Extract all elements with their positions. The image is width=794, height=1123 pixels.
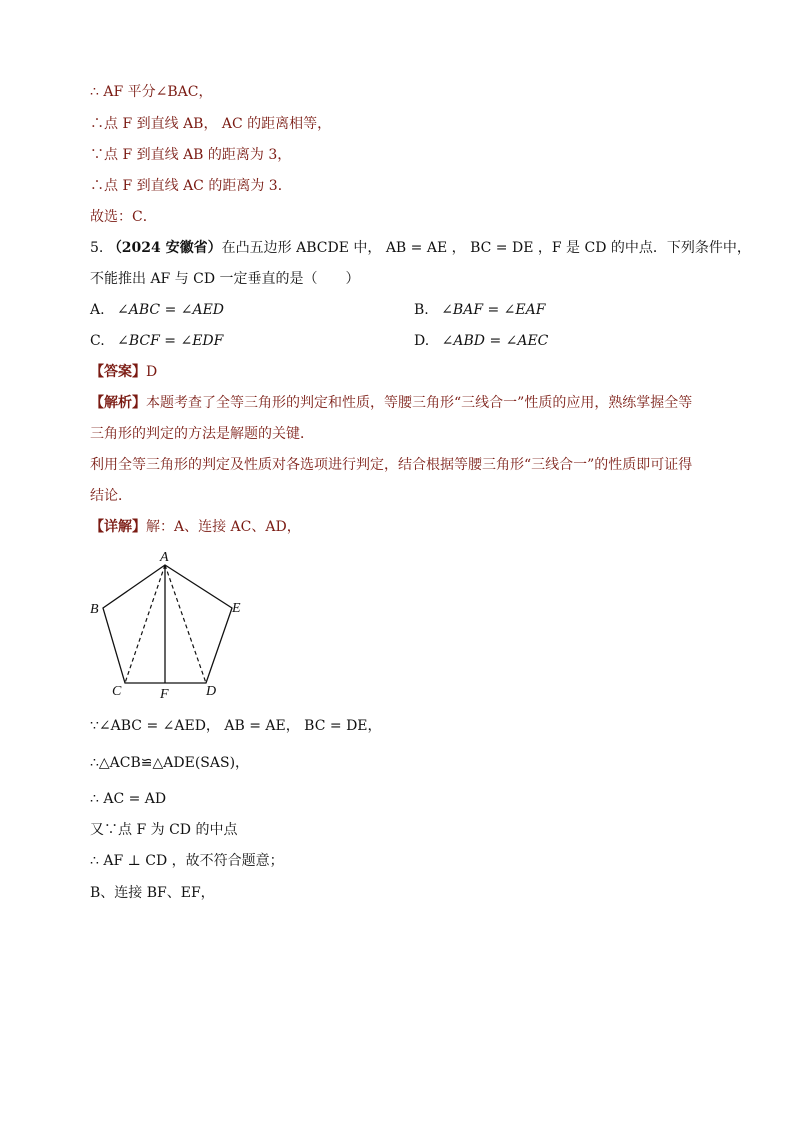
label-a: A bbox=[160, 550, 169, 565]
text-line: ∵点 F 到直线 AB 的距离为 3， bbox=[90, 147, 292, 163]
label-c: C bbox=[112, 684, 122, 699]
segment-ad bbox=[165, 565, 206, 683]
label-d: D bbox=[206, 684, 217, 699]
pentagon-figure bbox=[85, 545, 255, 705]
analysis-line-1: 【解析】本题考查了全等三角形的判定和性质，等腰三角形“三线合一”性质的应用，熟练掌握全等 bbox=[90, 395, 693, 411]
question-line-1 bbox=[90, 238, 751, 258]
option-d: D. ∠ABD = ∠AEC bbox=[414, 333, 549, 349]
answer-line bbox=[90, 362, 157, 382]
proof-line-4: 又∵点 F 为 CD 的中点 bbox=[90, 822, 238, 838]
question-line-2: 不能推出 AF 与 CD 一定垂直的是（ ） bbox=[90, 271, 360, 287]
detail-tag: 【详解】 bbox=[90, 519, 146, 535]
text-line: 故选：C． bbox=[90, 209, 157, 225]
proof-line-5: ∴ AF ⊥ CD ，故不符合题意； bbox=[90, 853, 284, 869]
proof-line-1: ∵∠ABC = ∠AED， AB = AE， BC = DE， bbox=[90, 718, 382, 734]
option-c: C. ∠BCF = ∠EDF bbox=[90, 333, 224, 349]
question-text: 在凸五边形 ABCDE 中， AB = AE ， BC = DE ，F 是 CD 的中点．下列条件中， bbox=[221, 240, 751, 256]
analysis-line-2: 三角形的判定的方法是解题的关键． bbox=[90, 426, 314, 442]
analysis-tag: 【解析】 bbox=[90, 395, 146, 411]
text-line: ∴点 F 到直线 AB， AC 的距离相等， bbox=[90, 116, 332, 132]
question-source: （2024 安徽省） bbox=[107, 240, 222, 256]
detail-line: 【详解】解：A、连接 AC、AD， bbox=[90, 519, 301, 535]
proof-line-3: ∴ AC = AD bbox=[90, 791, 167, 807]
segment-ac bbox=[125, 565, 165, 683]
option-b: B. ∠BAF = ∠EAF bbox=[414, 302, 546, 318]
analysis-line-4: 结论． bbox=[90, 488, 132, 504]
text-line: ∴ AF 平分∠BAC， bbox=[90, 84, 213, 100]
analysis-line-3: 利用全等三角形的判定及性质对各选项进行判定，结合根据等腰三角形“三线合一”的性质即可证得 bbox=[90, 457, 693, 473]
pentagon-outline bbox=[103, 565, 232, 683]
answer-tag: 【答案】 bbox=[90, 364, 146, 380]
proof-line-2: ∴△ACB≌△ADE(SAS)， bbox=[90, 755, 250, 771]
question-number: 5. bbox=[90, 240, 104, 256]
proof-line-6: B、连接 BF、EF， bbox=[90, 885, 215, 901]
option-a: A. ∠ABC = ∠AED bbox=[90, 302, 225, 318]
label-b: B bbox=[90, 602, 99, 617]
answer-value: D bbox=[146, 364, 158, 380]
label-e: E bbox=[232, 601, 241, 616]
label-f: F bbox=[160, 687, 169, 702]
text-line: ∴点 F 到直线 AC 的距离为 3． bbox=[90, 178, 292, 194]
